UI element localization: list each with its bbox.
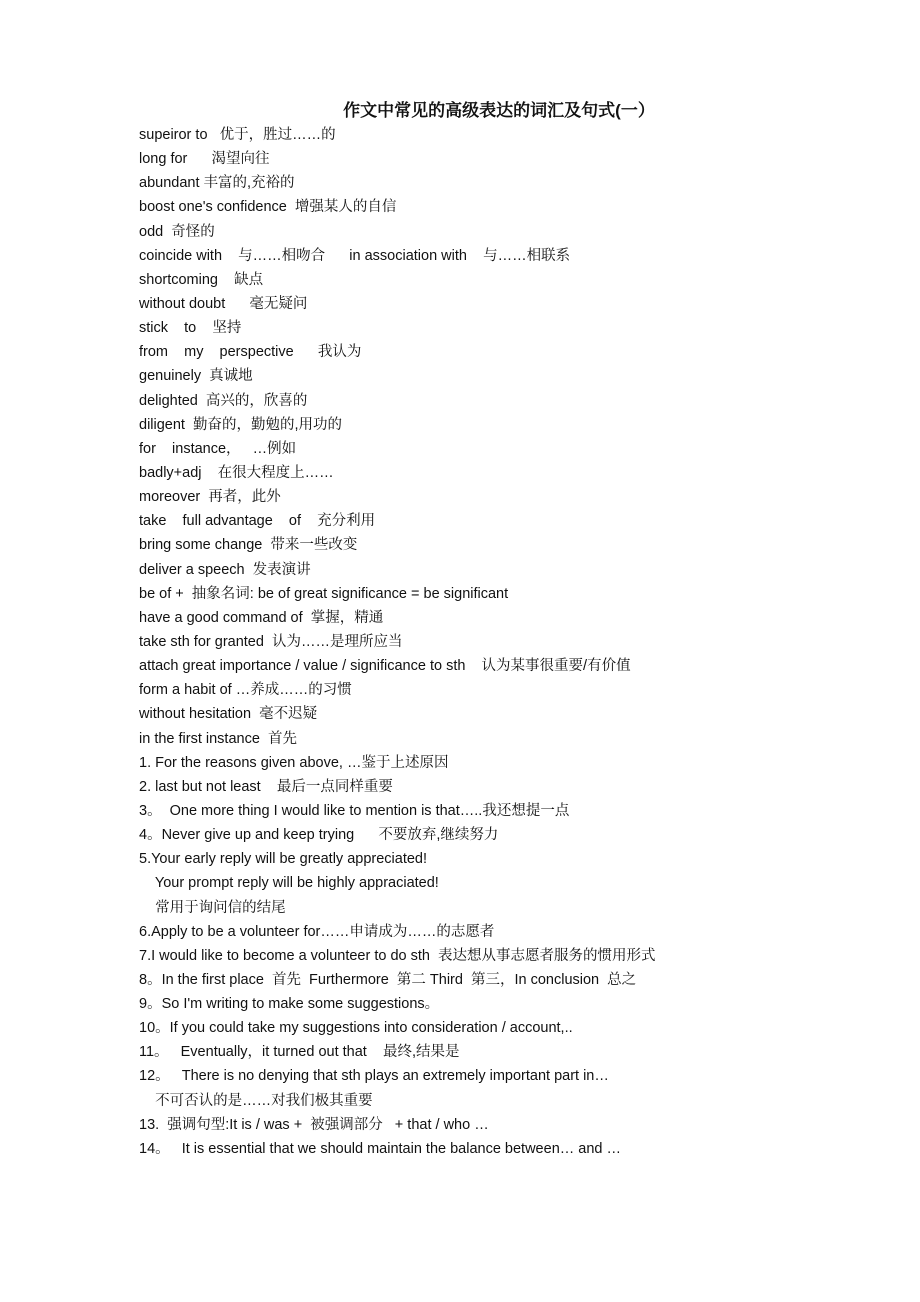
text-line: attach great importance / value / significance to sth 认为某事很重要/有价值 [139,658,631,675]
text-line: coincide with 与……相吻合 in association with 与……相联系 [139,247,571,264]
text-line: 常用于询问信的结尾 [139,899,286,916]
text-line: long for 渴望向往 [139,151,270,168]
text-line: genuinely 真诚地 [139,368,253,385]
text-line: diligent 勤奋的，勤勉的,用功的 [139,416,343,433]
text-line: 2. last but not least 最后一点同样重要 [139,778,393,795]
text-line: take full advantage of 充分利用 [139,513,376,530]
text-line: form a habit of …养成……的习惯 [139,682,352,699]
text-line: deliver a speech 发表演讲 [139,561,311,578]
text-line: 8。In the first place 首先 Furthermore 第二 Third 第三，In conclusion 总之 [139,971,637,988]
text-line: odd 奇怪的 [139,223,215,240]
text-line: without hesitation 毫不迟疑 [139,706,318,723]
document-title [0,96,920,121]
text-line: 3。 One more thing I would like to mention is that…..我还想提一点 [139,802,570,819]
text-line: 13. 强调句型:It is / was + 被强调部分 + that / who … [139,1116,489,1133]
text-line: for instance， …例如 [139,440,297,457]
text-line: delighted 高兴的，欣喜的 [139,392,308,409]
text-line: from my perspective 我认为 [139,344,362,361]
text-line: 7.I would like to become a volunteer to do sth 表达想从事志愿者服务的惯用形式 [139,947,656,964]
text-line: without doubt 毫无疑问 [139,295,308,312]
text-line: 不可否认的是……对我们极其重要 [139,1092,373,1109]
text-line: 10。If you could take my suggestions into consideration / account,.. [139,1020,573,1037]
text-line: abundant 丰富的,充裕的 [139,175,295,192]
text-line: stick to 坚持 [139,320,242,337]
text-line: in the first instance 首先 [139,730,297,747]
text-line: 14。 It is essential that we should maintain the balance between… and … [139,1140,622,1157]
text-line: 11。 Eventually，it turned out that 最终,结果是 [139,1044,460,1061]
text-line: boost one's confidence 增强某人的自信 [139,199,397,216]
text-line: 4。Never give up and keep trying 不要放弃,继续努力 [139,827,499,844]
text-line: be of + 抽象名词: be of great significance = be significant [139,585,509,602]
text-line: have a good command of 掌握，精通 [139,609,384,626]
text-line: 9。So I'm writing to make some suggestions。 [139,996,440,1013]
text-line: take sth for granted 认为……是理所应当 [139,633,403,650]
text-line: bring some change 带来一些改变 [139,537,358,554]
text-line: 1. For the reasons given above, …鉴于上述原因 [139,754,449,771]
document-title-text: 作文中常见的高级表达的词汇及句式(一） [343,101,655,120]
text-line: moreover 再者，此外 [139,489,281,506]
text-line: badly+adj 在很大程度上…… [139,464,334,481]
text-line: supeiror to 优于，胜过……的 [139,127,336,143]
vocabulary-list [139,123,656,1161]
text-line: Your prompt reply will be highly appraciated! [139,875,439,892]
text-line: 12。 There is no denying that sth plays an extremely important part in… [139,1068,609,1085]
text-line: 5.Your early reply will be greatly appreciated! [139,851,428,868]
text-line: shortcoming 缺点 [139,271,264,288]
text-line: 6.Apply to be a volunteer for……申请成为……的志愿者 [139,923,495,940]
